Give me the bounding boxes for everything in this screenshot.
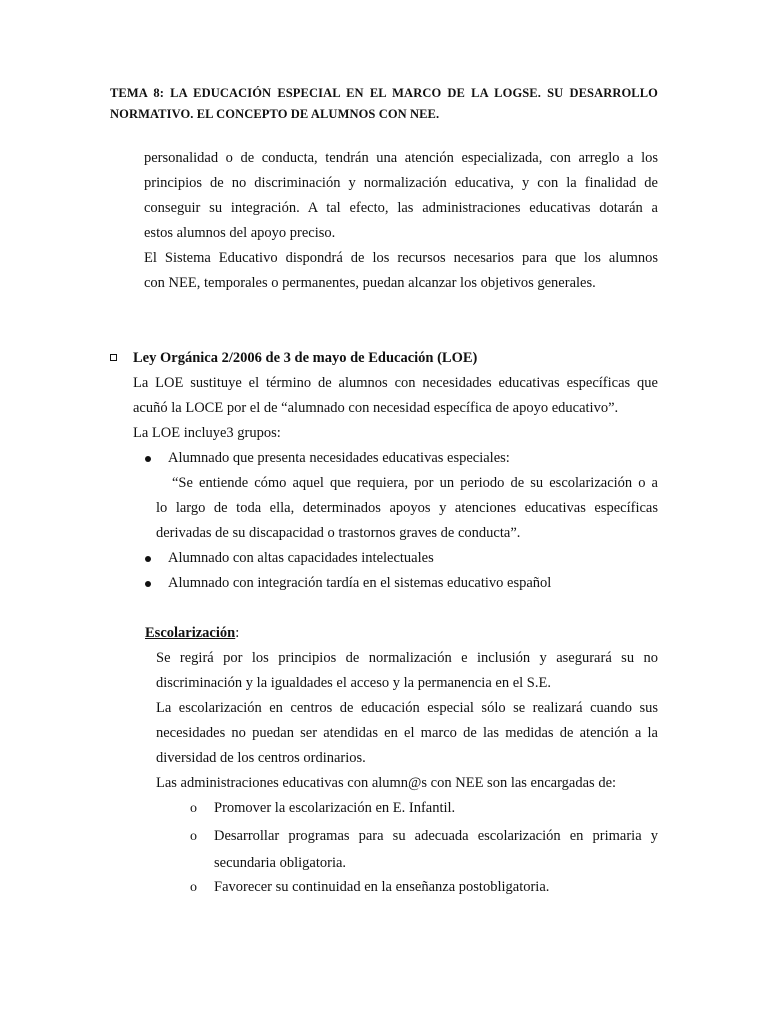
intro-line: principios de no discriminación y normalización educativa, y con la finalidad de — [144, 175, 658, 191]
esc-line: diversidad de los centros ordinarios. — [156, 750, 366, 766]
quote-line: derivadas de su discapacidad o trastornos graves de conducta”. — [156, 525, 521, 541]
loe-line: La LOE sustituye el término de alumnos con necesidades educativas específicas que — [133, 375, 658, 391]
esc-item: Promover la escolarización en E. Infantil. — [214, 800, 456, 816]
esc-line: discriminación y la igualdades el acceso y la permanencia en el S.E. — [156, 675, 551, 691]
esc-line: necesidades no puedan ser atendidas en el marco de las medidas de atención a la — [156, 725, 658, 741]
loe-paragraph — [133, 371, 658, 446]
page-title: TEMA 8: LA EDUCACIÓN ESPECIAL EN EL MARCO DE LA LOGSE. SU DESARROLLO NORMATIVO. EL CONCEPTO DE ALUMNOS CON NEE. — [110, 86, 658, 121]
square-bullet-icon — [110, 354, 117, 361]
loe-groups-intro: La LOE incluye3 grupos: — [133, 425, 281, 441]
intro-line: estos alumnos del apoyo preciso. — [144, 225, 336, 241]
intro-line: personalidad o de conducta, tendrán una atención especializada, con arreglo a los — [144, 150, 658, 166]
circle-bullet-icon: o — [190, 801, 197, 816]
esc-item-line: Desarrollar programas para su adecuada escolarización en primaria y — [214, 828, 658, 844]
quote-block — [156, 471, 658, 546]
esc-item — [214, 824, 658, 876]
group-2: Alumnado con altas capacidades intelectuales — [168, 550, 434, 566]
heading-colon: : — [235, 625, 240, 641]
circle-bullet-icon: o — [190, 829, 197, 844]
esc-line: Las administraciones educativas con alumn@s con NEE son las encargadas de: — [156, 775, 617, 791]
quote-line: “Se entiende cómo aquel que requiera, por un periodo de su escolarización o a — [172, 475, 658, 491]
esc-line: La escolarización en centros de educación especial sólo se realizará cuando sus — [156, 700, 658, 716]
intro-line: conseguir su integración. A tal efecto, las administraciones educativas dotarán a — [144, 200, 658, 216]
escolarizacion-heading: Escolarización — [145, 625, 236, 641]
circle-bullet-icon: o — [190, 880, 197, 895]
esc-item: Favorecer su continuidad en la enseñanza postobligatoria. — [214, 879, 550, 895]
loe-heading: Ley Orgánica 2/2006 de 3 de mayo de Educación (LOE) — [133, 350, 478, 366]
quote-line: lo largo de toda ella, determinados apoyos y atenciones educativas específicas — [156, 500, 658, 516]
intro-line: con NEE, temporales o permanentes, puedan alcanzar los objetivos generales. — [144, 275, 596, 291]
bullet-icon — [145, 556, 151, 562]
group-3: Alumnado con integración tardía en el sistemas educativo español — [168, 575, 552, 591]
esc-item-line: secundaria obligatoria. — [214, 855, 347, 871]
intro-paragraph — [144, 146, 658, 296]
escolarizacion-heading-row — [145, 621, 545, 646]
bullet-icon — [145, 581, 151, 587]
loe-line: acuñó la LOCE por el de “alumnado con necesidad específica de apoyo educativo”. — [133, 400, 619, 416]
escolarizacion-paragraphs — [156, 646, 658, 796]
intro-line: El Sistema Educativo dispondrá de los recursos necesarios para que los alumnos — [144, 250, 658, 266]
esc-line: Se regirá por los principios de normalización e inclusión y asegurará su no — [156, 650, 658, 666]
group-1: Alumnado que presenta necesidades educativas especiales: — [168, 450, 510, 466]
bullet-icon — [145, 456, 151, 462]
